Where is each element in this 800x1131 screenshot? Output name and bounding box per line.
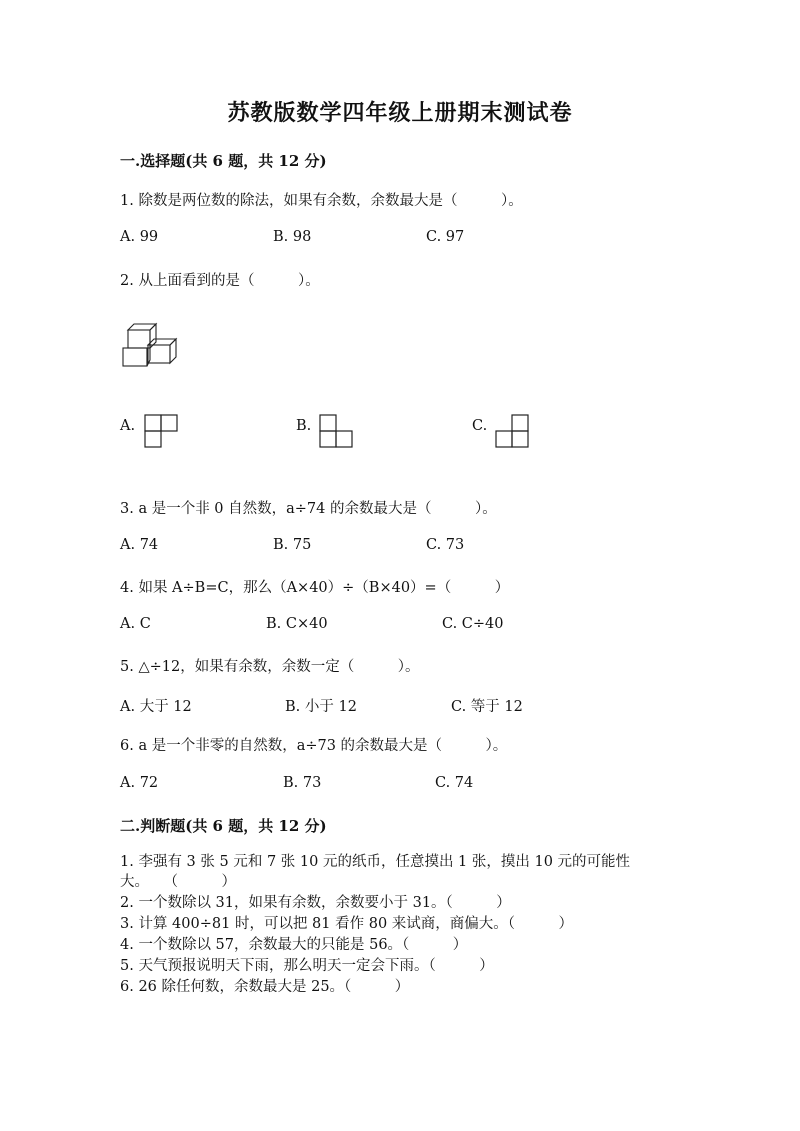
tf-item-3: 3. 计算 400÷81 时，可以把 81 看作 80 来试商，商偏大。（ ） [120,916,574,932]
cubes-figure [120,320,182,370]
q2-option-a-figure [144,414,178,448]
q1-option-c[interactable]: C. 97 [426,229,465,245]
tf-item-1: 1. 李强有 3 张 5 元和 7 张 10 元的纸币，任意摸出 1 张，摸出 10 元的可能性 [120,854,631,870]
q3-option-c[interactable]: C. 73 [426,537,465,553]
tf-item-2: 2. 一个数除以 31，如果有余数，余数要小于 31。（ ） [120,895,511,911]
question-2: 2. 从上面看到的是（ ）。 [120,273,320,289]
q5-option-c[interactable]: C. 等于 12 [451,699,523,715]
q2-option-c[interactable]: C. [472,418,488,434]
q5-option-b[interactable]: B. 小于 12 [285,699,357,715]
q2-option-a[interactable]: A. [120,418,136,434]
section-2-heading: 二.判断题(共 6 题，共 12 分) [120,817,327,835]
tf-item-4: 4. 一个数除以 57，余数最大的只能是 56。（ ） [120,937,468,953]
q4-option-a[interactable]: A. C [120,616,151,632]
tf-item-6: 6. 26 除任何数，余数最大是 25。（ ） [120,979,410,995]
q4-option-c[interactable]: C. C÷40 [442,616,504,632]
q4-option-b[interactable]: B. C×40 [266,616,328,632]
question-6: 6. a 是一个非零的自然数，a÷73 的余数最大是（ ）。 [120,738,508,754]
q2-option-b-figure [319,414,353,448]
q1-option-a[interactable]: A. 99 [120,229,159,245]
q6-option-b[interactable]: B. 73 [283,775,322,791]
q6-option-a[interactable]: A. 72 [120,775,159,791]
q3-option-b[interactable]: B. 75 [273,537,312,553]
q2-option-b[interactable]: B. [296,418,312,434]
question-3: 3. a 是一个非 0 自然数，a÷74 的余数最大是（ ）。 [120,501,497,517]
question-4: 4. 如果 A÷B=C，那么（A×40）÷（B×40）=（ ） [120,580,510,596]
q1-option-b[interactable]: B. 98 [273,229,312,245]
section-1-heading: 一.选择题(共 6 题，共 12 分) [120,152,327,170]
tf-item-5: 5. 天气预报说明天下雨，那么明天一定会下雨。（ ） [120,958,494,974]
page-title: 苏教版数学四年级上册期末测试卷 [227,100,573,126]
q2-option-c-figure [495,414,529,448]
question-5: 5. △÷12，如果有余数，余数一定（ ）。 [120,659,420,675]
q3-option-a[interactable]: A. 74 [120,537,159,553]
tf-item-1-cont: 大。 （ ） [120,874,236,890]
question-1: 1. 除数是两位数的除法，如果有余数，余数最大是（ ）。 [120,193,523,209]
q5-option-a[interactable]: A. 大于 12 [120,699,192,715]
q6-option-c[interactable]: C. 74 [435,775,474,791]
